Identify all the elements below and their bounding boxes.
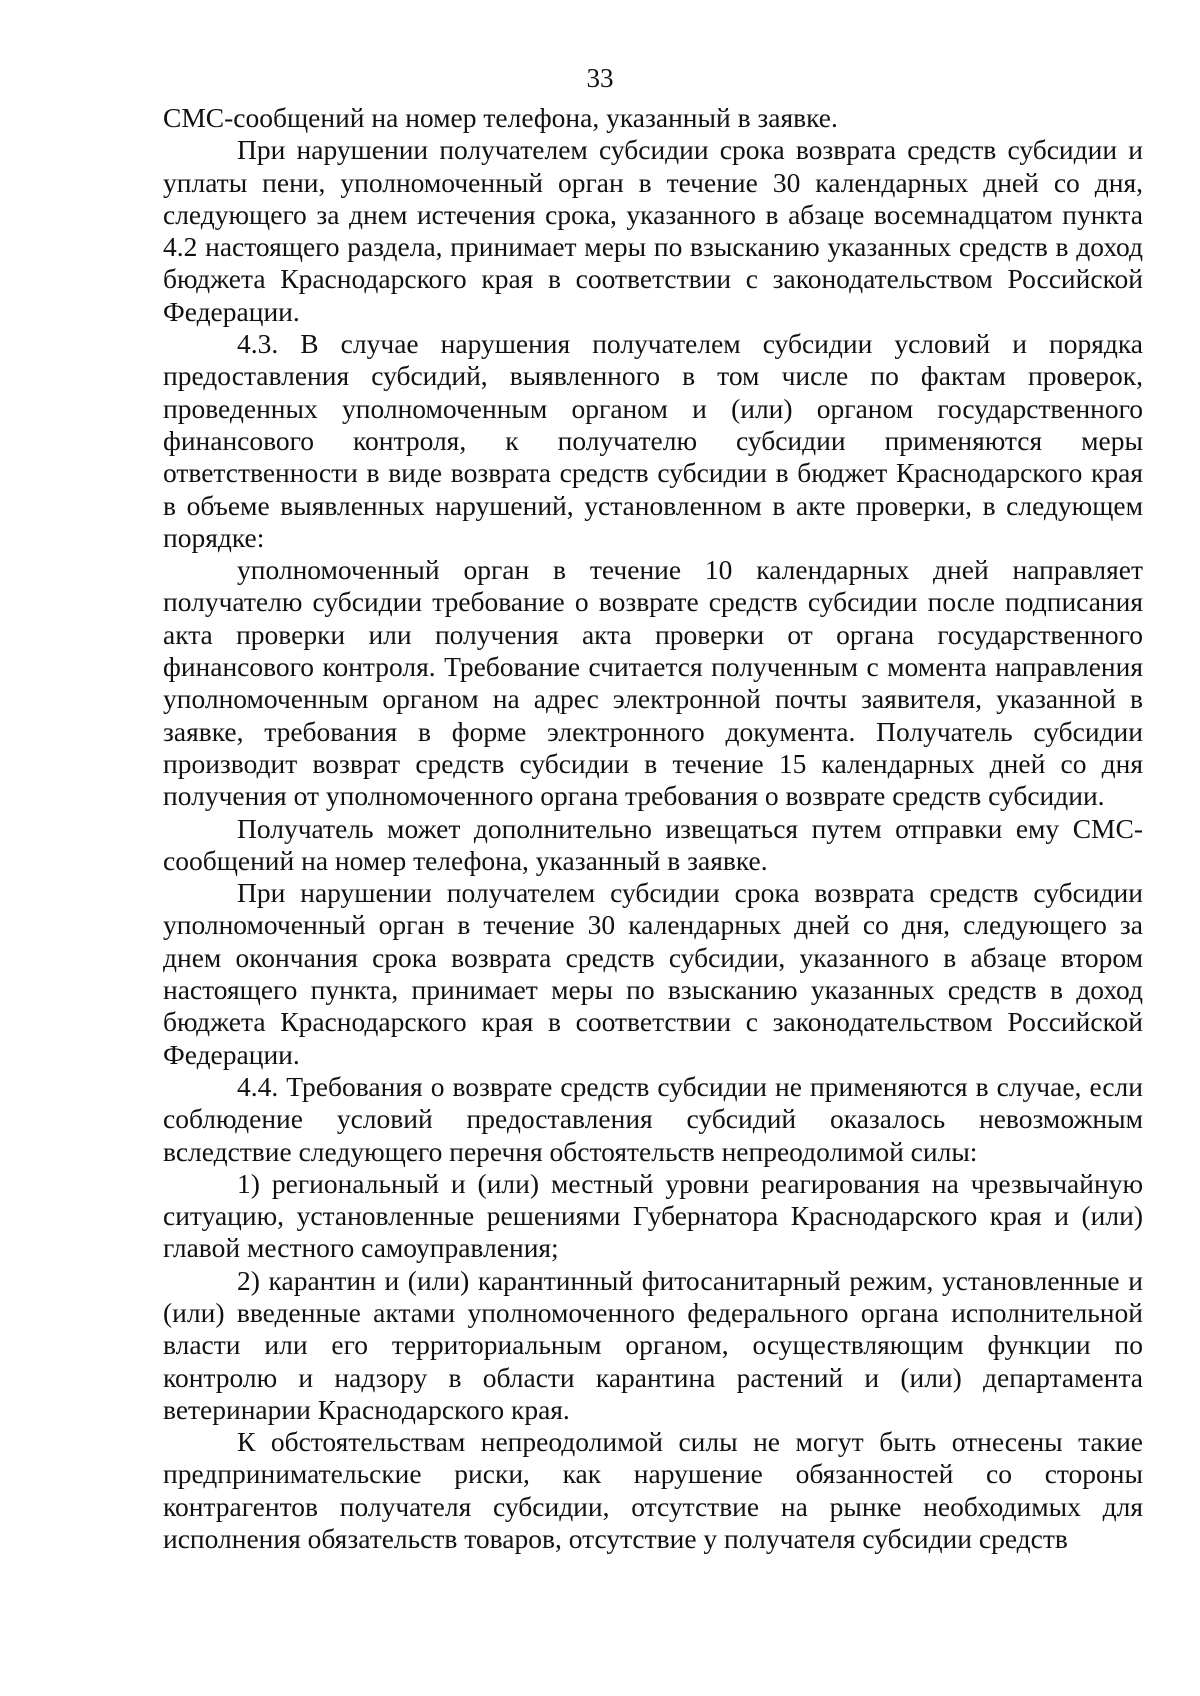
paragraph: При нарушении получателем субсидии срока возврата средств субсидии и уплаты пени, уполномоченный орган в течение 30 календарных дней со дня, следующего за днем истечения срока, указанного в абзаце восемнадцатом пункта 4.2 настоящего раздела, принимает меры по взысканию указанных средств в доход бюджета Краснодарского края в соответствии с законодательством Российской Федерации.: [163, 134, 1143, 327]
paragraph: Получатель может дополнительно извещаться путем отправки ему СМС-сообщений на номер телефона, указанный в заявке.: [163, 812, 1143, 876]
paragraph: К обстоятельствам непреодолимой силы не могут быть отнесены такие предпринимательские риски, как нарушение обязанностей со стороны контрагентов получателя субсидии, отсутствие на рынке необходимых для исполнения обязательств товаров, отсутствие у получателя субсидии средств: [163, 1426, 1143, 1555]
document-body: [163, 102, 1143, 1555]
paragraph: уполномоченный орган в течение 10 календарных дней направляет получателю субсидии требование о возврате средств субсидии после подписания акта проверки или получения акта проверки от органа государственного финансового контроля. Требование считается полученным с момента направления уполномоченным органом на адрес электронной почты заявителя, указанной в заявке, требования в форме электронного документа. Получатель субсидии производит возврат средств субсидии в течение 15 календарных дней со дня получения от уполномоченного органа требования о возврате средств субсидии.: [163, 554, 1143, 812]
page-number: 33: [586, 63, 614, 93]
list-item-2: 2) карантин и (или) карантинный фитосанитарный режим, установленные и (или) введенные актами уполномоченного федерального органа исполнительной власти или его территориальным органом, осуществляющим функции по контролю и надзору в области карантина растений и (или) департамента ветеринарии Краснодарского края.: [163, 1264, 1143, 1425]
paragraph-continuation: СМС-сообщений на номер телефона, указанный в заявке.: [163, 102, 838, 133]
paragraph-section-4-3: 4.3. В случае нарушения получателем субсидии условий и порядка предоставления субсидий, выявленного в том числе по фактам проверок, проведенных уполномоченным органом и (или) органом государственного финансового контроля, к получателю субсидии применяются меры ответственности в виде возврата средств субсидии в бюджет Краснодарского края в объеме выявленных нарушений, установленном в акте проверки, в следующем порядке:: [163, 328, 1143, 553]
paragraph: При нарушении получателем субсидии срока возврата средств субсидии уполномоченный орган в течение 30 календарных дней со дня, следующего за днем окончания срока возврата средств субсидии, указанного в абзаце втором настоящего пункта, принимает меры по взысканию указанных средств в доход бюджета Краснодарского края в соответствии с законодательством Российской Федерации.: [163, 877, 1143, 1070]
paragraph-section-4-4: 4.4. Требования о возврате средств субсидии не применяются в случае, если соблюдение условий предоставления субсидий оказалось невозможным вследствие следующего перечня обстоятельств непреодолимой силы:: [163, 1070, 1143, 1167]
list-item-1: 1) региональный и (или) местный уровни реагирования на чрезвычайную ситуацию, установленные решениями Губернатора Краснодарского края и (или) главой местного самоуправления;: [163, 1167, 1143, 1264]
